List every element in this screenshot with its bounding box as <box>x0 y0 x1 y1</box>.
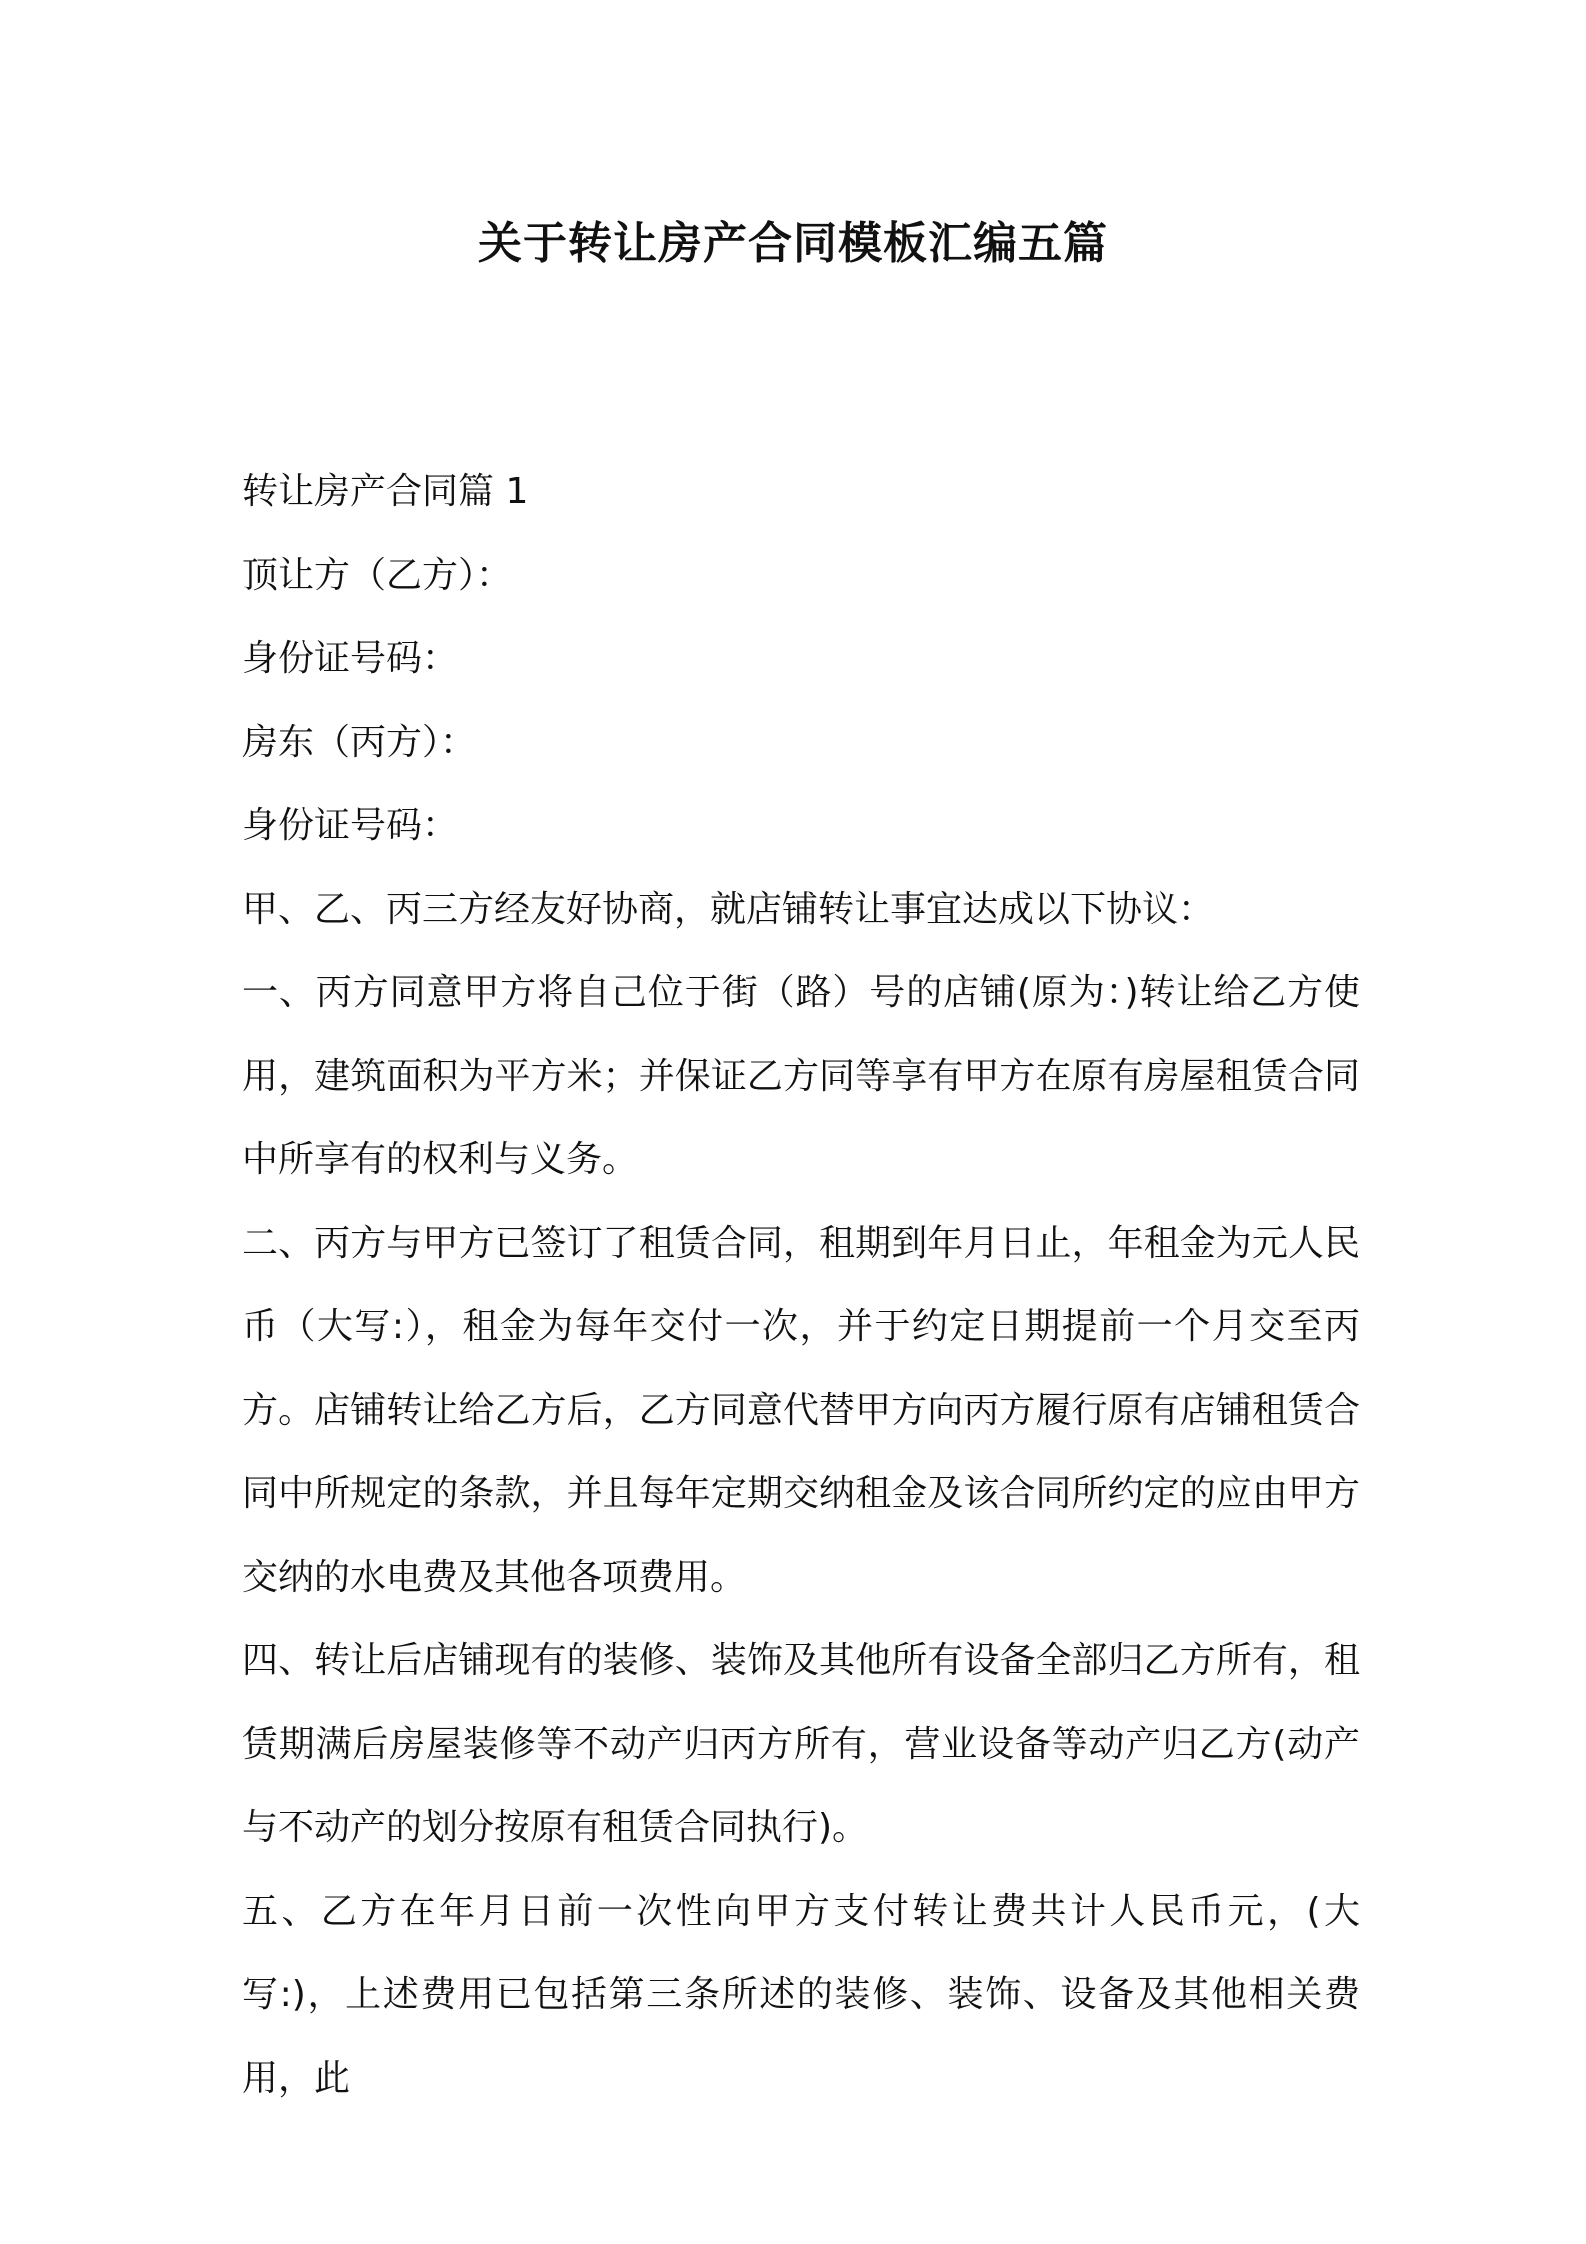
party-c-line: 房东（丙方）： <box>242 721 477 763</box>
party-b-line: 顶让方（乙方）： <box>242 554 513 596</box>
party-b-id-line: 身份证号码： <box>242 638 459 679</box>
document-title: 关于转让房产合同模板汇编五篇 <box>478 218 1108 269</box>
clause-5: 五、乙方在年月日前一次性向甲方支付转让费共计人民币元，(大写:)，上述费用已包括第三条所述的装修、装饰、设备及其他相关费用，此 <box>242 1890 1360 2099</box>
agreement-intro: 甲、乙、丙三方经友好协商，就店铺转让事宜达成以下协议： <box>242 888 1215 930</box>
clause-4: 四、转让后店铺现有的装修、装饰及其他所有设备全部归乙方所有，租赁期满后房屋装修等不动产归丙方所有，营业设备等动产归乙方(动产与不动产的划分按原有租赁合同执行)。 <box>242 1640 1360 1848</box>
clause-1: 一、丙方同意甲方将自己位于街（路）号的店铺(原为：)转让给乙方使用，建筑面积为平方米；并保证乙方同等享有甲方在原有房屋租赁合同中所享有的权利与义务。 <box>242 972 1360 1180</box>
clause-2: 二、丙方与甲方已签订了租赁合同，租期到年月日止，年租金为元人民币（大写:），租金为每年交付一次，并于约定日期提前一个月交至丙方。店铺转让给乙方后，乙方同意代替甲方向丙方履行原有店铺租赁合同中所规定的条款，并且每年定期交纳租金及该合同所约定的应由甲方交纳的水电费及其他各项费用。 <box>242 1222 1360 1598</box>
section-heading: 转让房产合同篇 1 <box>242 471 529 512</box>
document-body <box>242 450 1360 2120</box>
party-c-id-line: 身份证号码： <box>242 805 459 846</box>
